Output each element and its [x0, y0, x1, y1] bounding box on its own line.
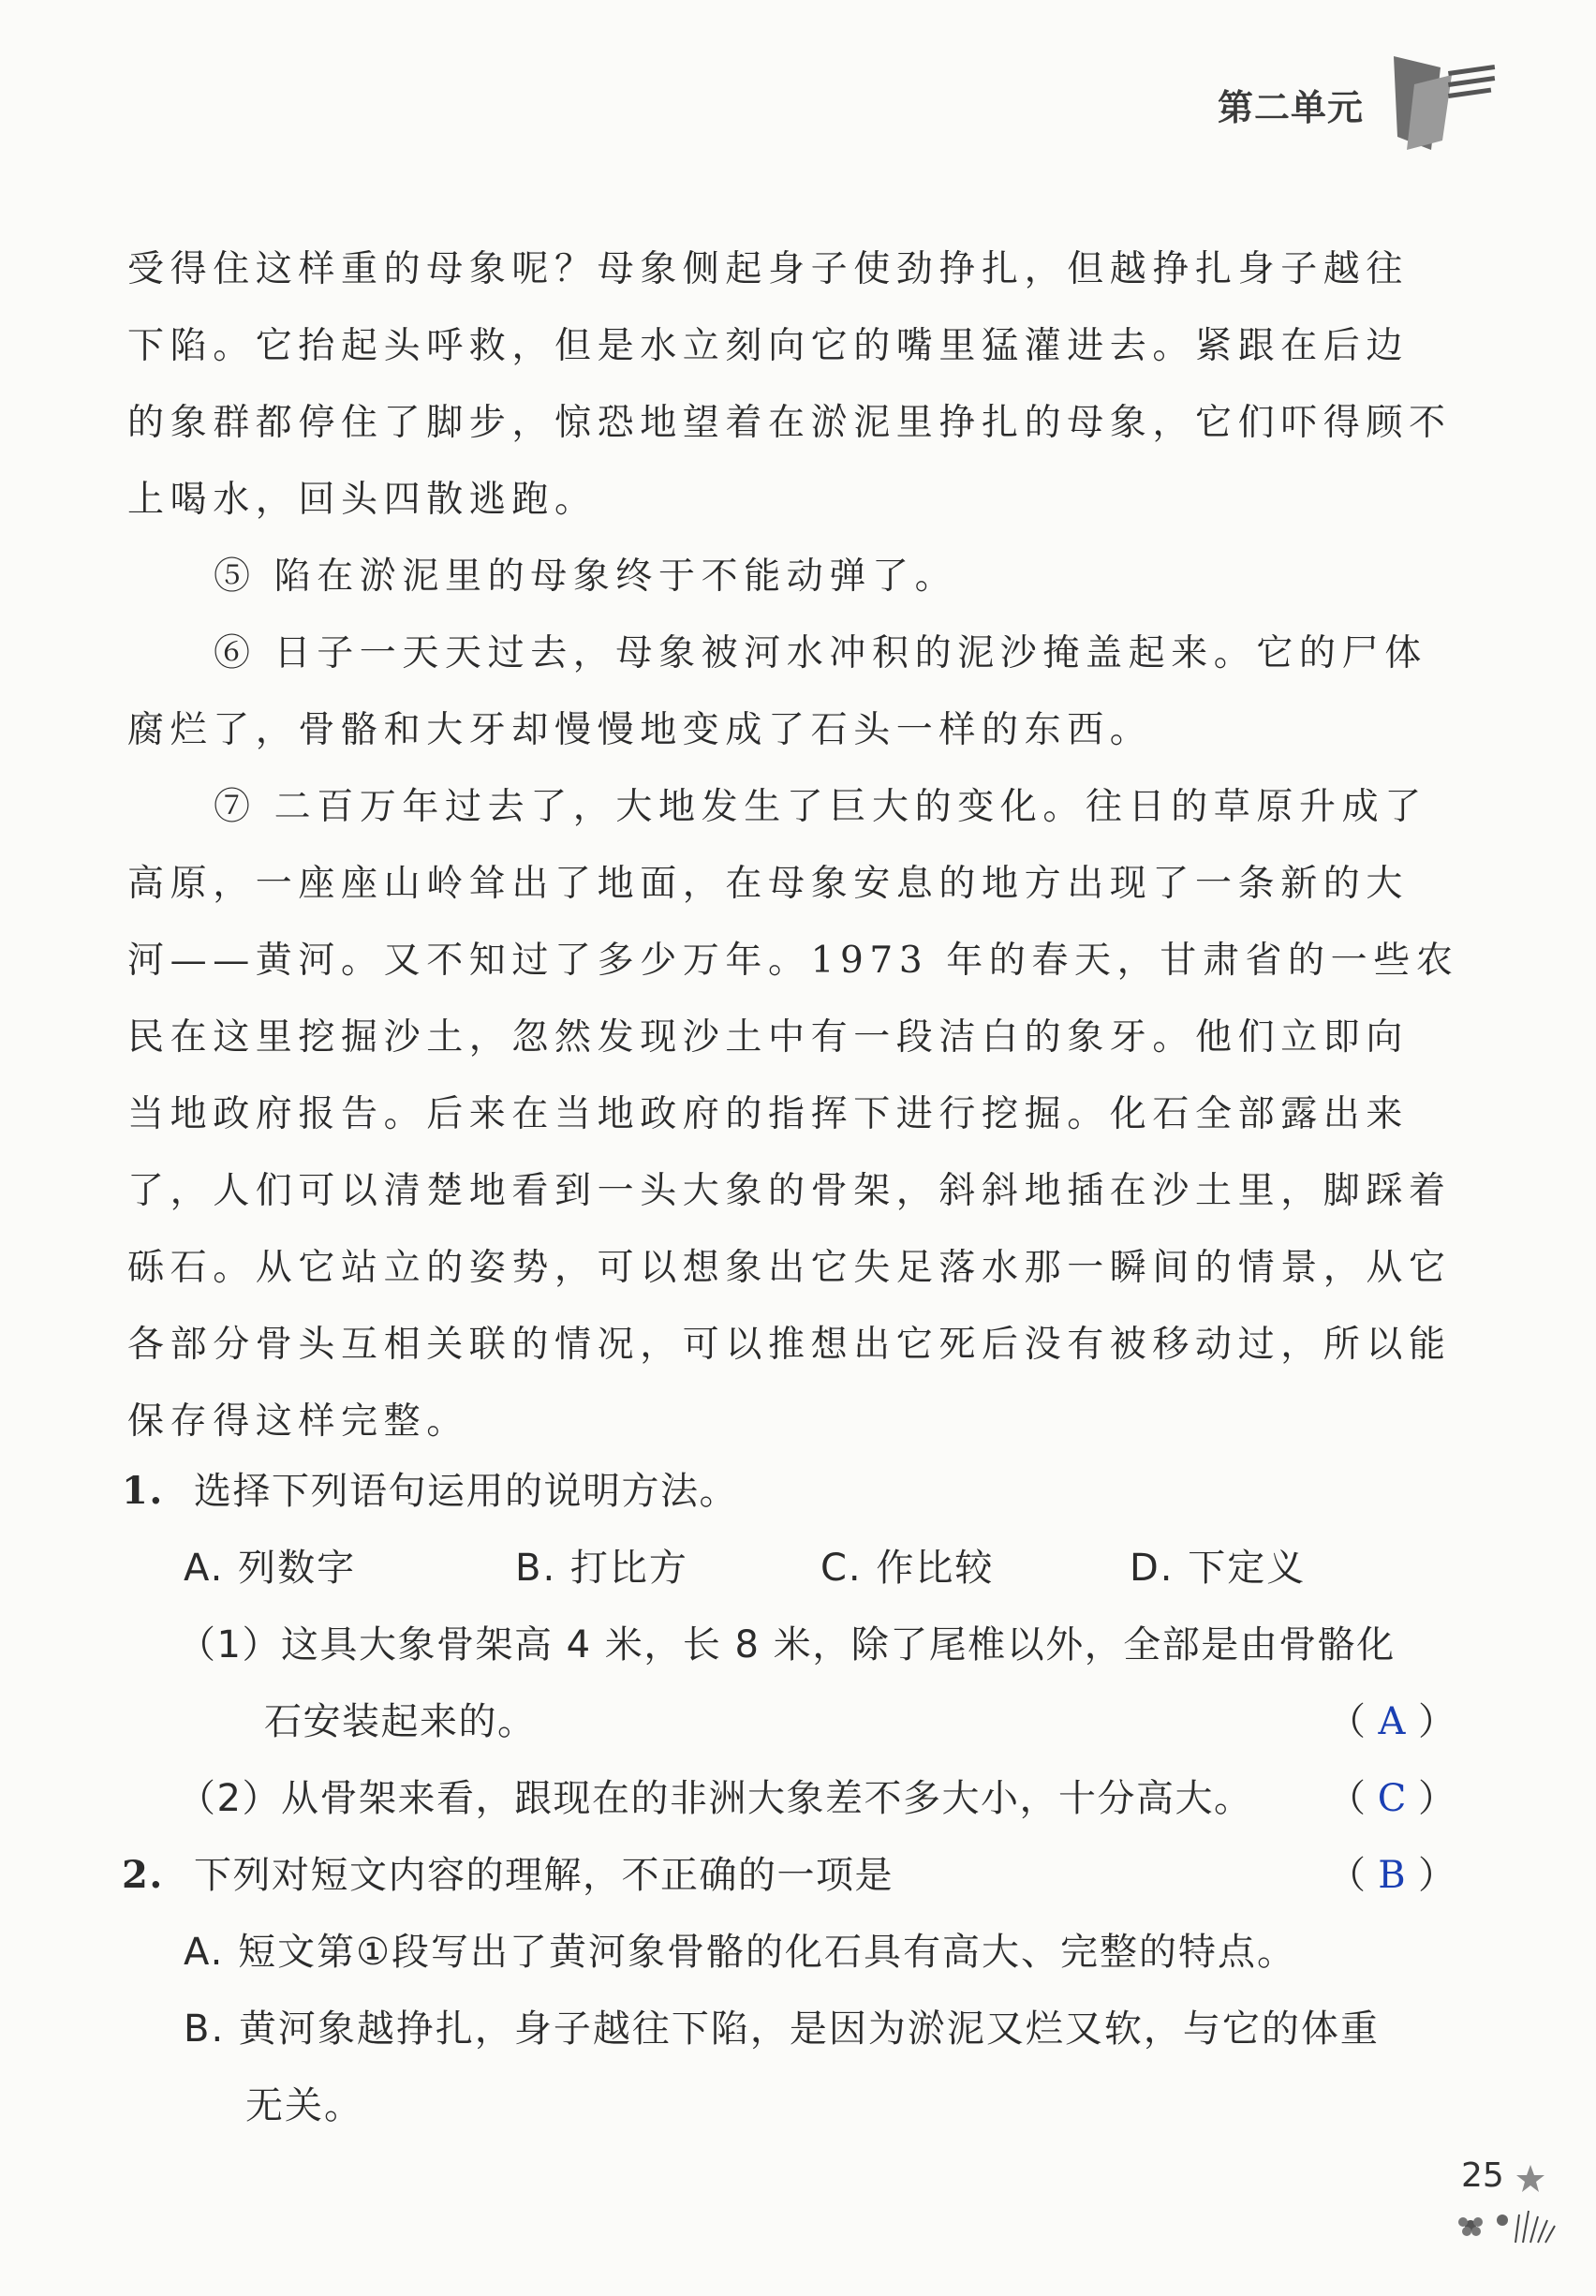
question-number: 2. — [122, 1853, 164, 1897]
answer-mark: C — [1377, 1777, 1407, 1820]
sub-question-1-cont: 石安装起来的。 — [264, 1700, 537, 1743]
passage-line: 河——黄河。又不知过了多少万年。1973 年的春天，甘肃省的一些农 — [127, 940, 1459, 982]
option-a: A. 短文第①段写出了黄河象骨骼的化石具有高大、完整的特点。 — [184, 1931, 1296, 1974]
answer-bracket: （ A ） — [1328, 1700, 1456, 1743]
question-prompt: 下列对短文内容的理解，不正确的一项是 — [193, 1854, 894, 1897]
passage-line: 的象群都停住了脚步，惊恐地望着在淤泥里挣扎的母象，它们吓得顾不 — [127, 402, 1452, 444]
passage-line: 了，人们可以清楚地看到一头大象的骨架，斜斜地插在沙土里，脚踩着 — [127, 1170, 1452, 1212]
passage-line: 各部分骨头互相关联的情况，可以推想出它死后没有被移动过，所以能 — [127, 1324, 1452, 1366]
passage-line: 腐烂了，骨骼和大牙却慢慢地变成了石头一样的东西。 — [127, 709, 1153, 751]
passage-line: 受得住这样重的母象呢？母象侧起身子使劲挣扎，但越挣扎身子越往 — [127, 248, 1410, 290]
option-a: A. 列数字 — [184, 1547, 357, 1590]
passage-line: ⑥ 日子一天天过去，母象被河水冲积的泥沙掩盖起来。它的尸体 — [214, 632, 1427, 674]
sub-question-text: 这具大象骨架高 4 米，长 8 米，除了尾椎以外，全部是由骨骼化 — [280, 1623, 1396, 1666]
passage-line: 下陷。它抬起头呼救，但是水立刻向它的嘴里猛灌进去。紧跟在后边 — [127, 325, 1410, 367]
unit-title: 第二单元 — [1218, 87, 1365, 128]
option-d: D. 下定义 — [1130, 1547, 1307, 1590]
option-c: C. 作比较 — [820, 1547, 995, 1590]
passage-line: 上喝水，回头四散逃跑。 — [127, 479, 598, 521]
question-1 — [122, 1461, 738, 1515]
passage-line: 保存得这样完整。 — [127, 1400, 469, 1443]
sub-question-label: （2） — [178, 1777, 281, 1820]
flower-grass-icon — [1457, 2201, 1560, 2246]
sub-question-1 — [178, 1615, 1396, 1668]
question-2 — [122, 1845, 894, 1899]
answer-mark: A — [1378, 1700, 1406, 1743]
answer-mark: B — [1378, 1854, 1406, 1897]
passage-line: 当地政府报告。后来在当地政府的指挥下进行挖掘。化石全部露出来 — [127, 1093, 1410, 1135]
unit-banner-icon — [1386, 47, 1508, 159]
question-number: 1. — [122, 1469, 164, 1513]
sub-question-text: 从骨架来看，跟现在的非洲大象差不多大小，十分高大。 — [280, 1777, 1253, 1820]
page-number: 25 — [1461, 2156, 1504, 2195]
option-b: B. 打比方 — [515, 1547, 688, 1590]
passage-line: ⑦ 二百万年过去了，大地发生了巨大的变化。往日的草原升成了 — [214, 786, 1427, 828]
passage-line: ⑤ 陷在淤泥里的母象终于不能动弹了。 — [214, 555, 958, 598]
question-prompt: 选择下列语句运用的说明方法。 — [193, 1470, 738, 1513]
answer-bracket: （ C ） — [1328, 1777, 1456, 1820]
answer-bracket: （ B ） — [1328, 1854, 1456, 1897]
passage-line: 高原，一座座山岭耸出了地面，在母象安息的地方出现了一条新的大 — [127, 863, 1410, 905]
passage-line: 砾石。从它站立的姿势，可以想象出它失足落水那一瞬间的情景，从它 — [127, 1247, 1452, 1289]
star-icon — [1514, 2162, 1547, 2196]
passage-line: 民在这里挖掘沙土，忽然发现沙土中有一段洁白的象牙。他们立即向 — [127, 1016, 1410, 1059]
sub-question-2 — [178, 1769, 1252, 1822]
option-b-cont: 无关。 — [245, 2084, 363, 2127]
option-b: B. 黄河象越挣扎，身子越往下陷，是因为淤泥又烂又软，与它的体重 — [184, 2007, 1380, 2051]
sub-question-label: （1） — [178, 1623, 281, 1666]
